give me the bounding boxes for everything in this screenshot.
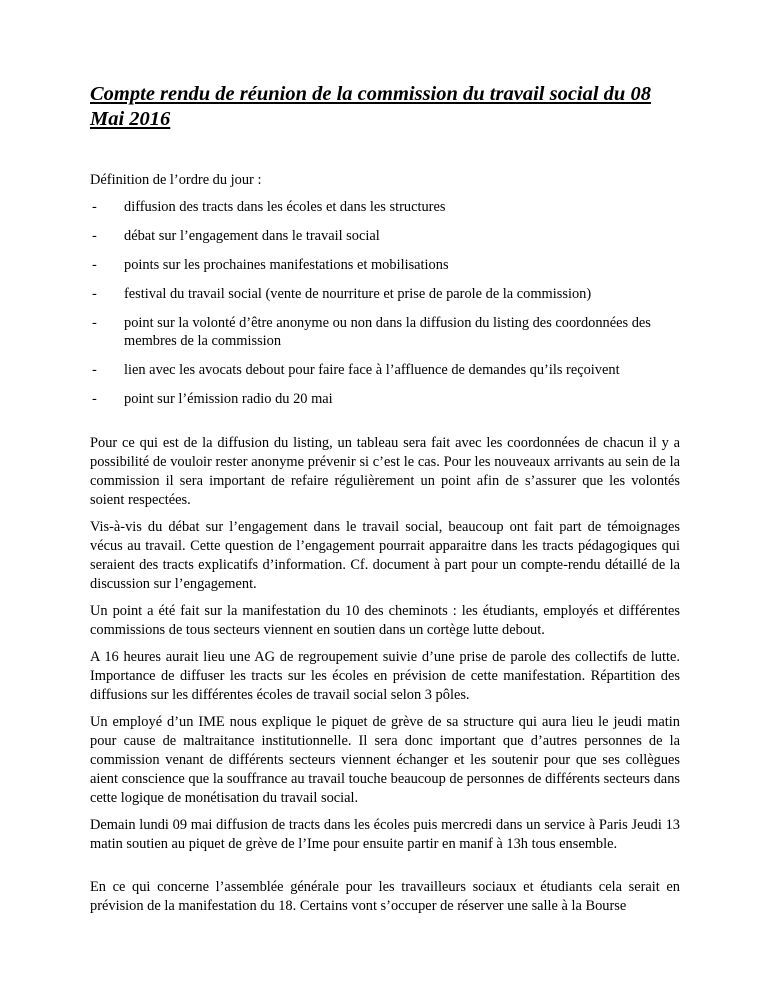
document-title: Compte rendu de réunion de la commission du travail social du 08 Mai 2016 (90, 83, 651, 130)
bullet-dash: - (92, 391, 97, 407)
agenda-item-text: diffusion des tracts dans les écoles et dans les structures (124, 199, 446, 215)
agenda-item (90, 285, 680, 303)
agenda-item (90, 256, 680, 274)
agenda-item (90, 314, 680, 350)
agenda-item-text: point sur l’émission radio du 20 mai (124, 391, 333, 407)
agenda-item (90, 227, 680, 245)
bullet-dash: - (92, 228, 97, 244)
agenda-item-text: débat sur l’engagement dans le travail social (124, 228, 380, 244)
bullet-dash: - (92, 286, 97, 302)
paragraph-listing: Pour ce qui est de la diffusion du listing, un tableau sera fait avec les coordonnées de chacun il y a possibilité de vouloir rester anonyme prévenir si c’est le cas. Pour les nouveaux arrivants au sein de la commission il sera important de refaire régulièrement un point afin de s’assurer que les volontés soient respectées. (90, 435, 680, 508)
agenda-item (90, 361, 680, 379)
bullet-dash: - (92, 315, 97, 331)
bullet-dash: - (92, 199, 97, 215)
agenda-item-text: lien avec les avocats debout pour faire face à l’affluence de demandes qu’ils reçoivent (124, 362, 620, 378)
paragraph-ag: A 16 heures aurait lieu une AG de regroupement suivie d’une prise de parole des collectifs de lutte. Importance de diffuser les tracts sur les écoles en prévision de cette manifestation. Répartition des diffusions sur les différentes écoles de travail social selon 3 pôles. (90, 649, 680, 703)
agenda-list (90, 198, 680, 408)
agenda-intro: Définition de l’ordre du jour : (90, 172, 262, 188)
bullet-dash: - (92, 362, 97, 378)
agenda-item-text: festival du travail social (vente de nourriture et prise de parole de la commission) (124, 286, 592, 302)
paragraph-assemblee: En ce qui concerne l’assemblée générale pour les travailleurs sociaux et étudiants cela serait en prévision de la manifestation du 18. Certains vont s’occuper de réserver une salle à la Bourse (90, 879, 680, 914)
agenda-item-text: point sur la volonté d’être anonyme ou non dans la diffusion du listing des coordonnées des membres de la commission (124, 315, 651, 349)
agenda-item (90, 198, 680, 216)
paragraph-schedule: Demain lundi 09 mai diffusion de tracts dans les écoles puis mercredi dans un service à Paris Jeudi 13 matin soutien au piquet de grève de l’Ime pour ensuite partir en manif à 13h tous ensemble. (90, 817, 680, 852)
agenda-item (90, 390, 680, 408)
paragraph-engagement: Vis-à-vis du débat sur l’engagement dans le travail social, beaucoup ont fait part de témoignages vécus au travail. Cette question de l’engagement pourrait apparaitre dans les tracts pédagogiques qui seraient des tracts explicatifs d’information. Cf. document à part pour un compte-rendu détaillé de la discussion sur l’engagement. (90, 519, 680, 592)
paragraph-manifestation: Un point a été fait sur la manifestation du 10 des cheminots : les étudiants, employés et différentes commissions de tous secteurs viennent en soutien dans un cortège lutte debout. (90, 603, 680, 638)
paragraph-ime: Un employé d’un IME nous explique le piquet de grève de sa structure qui aura lieu le jeudi matin pour cause de maltraitance institutionnelle. Il sera donc important que d’autres personnes de la commission venant de différents secteurs viennent échanger et les soutenir pour que ses collègues aient conscience que la souffrance au travail touche beaucoup de personnes de différents secteurs dans cette logique de monétisation du travail social. (90, 714, 680, 806)
agenda-item-text: points sur les prochaines manifestations et mobilisations (124, 257, 449, 273)
bullet-dash: - (92, 257, 97, 273)
